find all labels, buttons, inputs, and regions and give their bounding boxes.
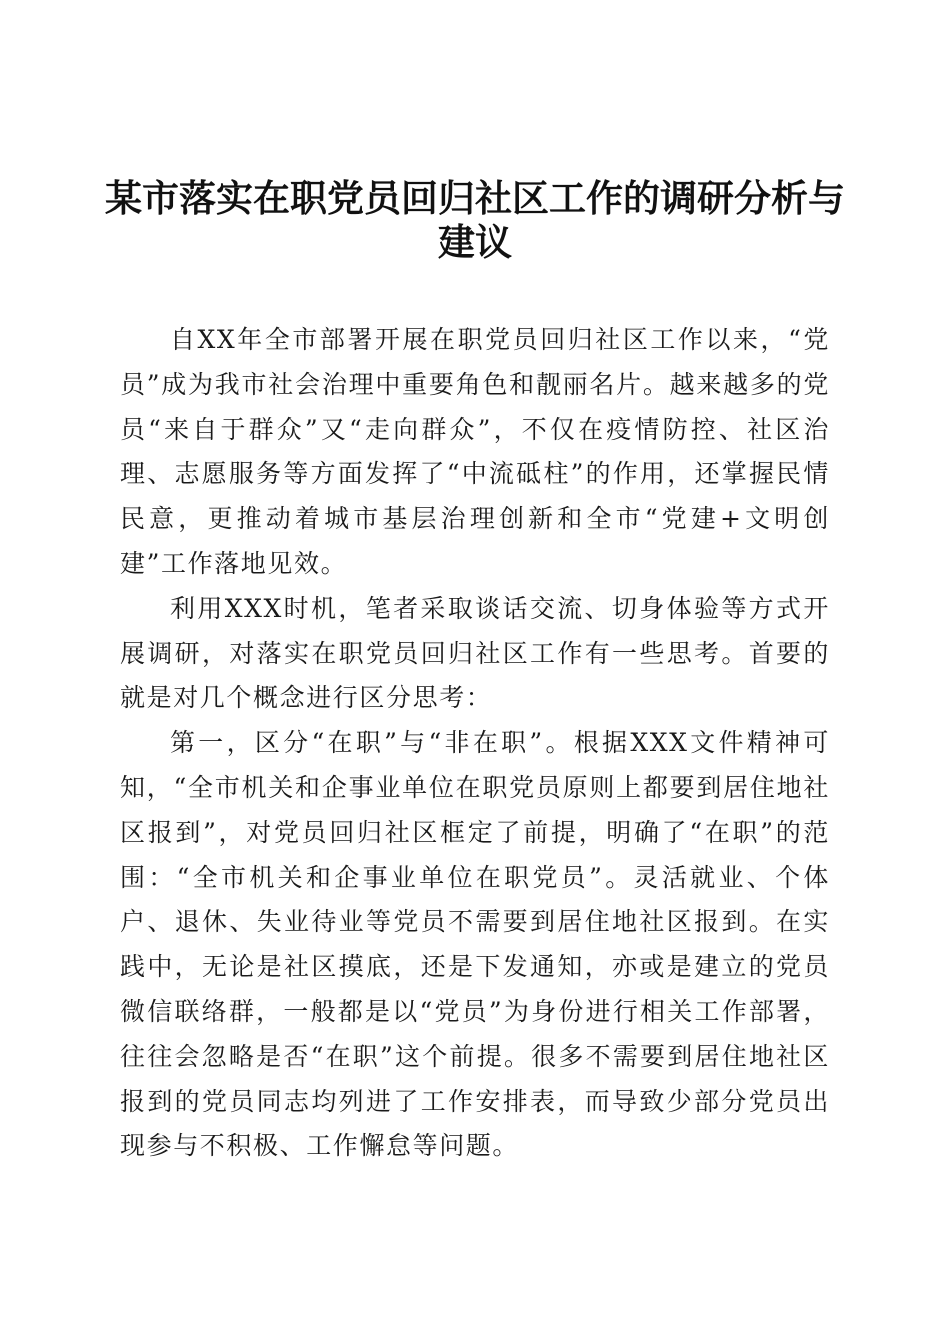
document-body: [120, 318, 830, 1169]
paragraph-research: 利用XXX时机，笔者采取谈话交流、切身体验等方式开展调研，对落实在职党员回归社区工作有一些思考。首要的就是对几个概念进行区分思考：: [120, 593, 830, 713]
document-title: 某市落实在职党员回归社区工作的调研分析与建议: [105, 176, 845, 264]
paragraph-intro: 自XX年全市部署开展在职党员回归社区工作以来，“党员”成为我市社会治理中重要角色和靓丽名片。越来越多的党员“来自于群众”又“走向群众”，不仅在疫情防控、社区治理、志愿服务等方面发挥了“中流砥柱”的作用，还掌握民情民意，更推动着城市基层治理创新和全市“党建+文明创建”工作落地见效。: [120, 325, 830, 578]
paragraph-point-one: 第一，区分“在职”与“非在职”。根据XXX文件精神可知，“全市机关和企事业单位在职党员原则上都要到居住地社区报到”，对党员回归社区框定了前提，明确了“在职”的范围：“全市机关和企事业单位在职党员”。灵活就业、个体户、退休、失业待业等党员不需要到居住地社区报到。在实践中，无论是社区摸底，还是下发通知，亦或是建立的党员微信联络群，一般都是以“党员”为身份进行相关工作部署，往往会忽略是否“在职”这个前提。很多不需要到居住地社区报到的党员同志均列进了工作安排表，而导致少部分党员出现参与不积极、工作懈怠等问题。: [120, 728, 830, 1161]
